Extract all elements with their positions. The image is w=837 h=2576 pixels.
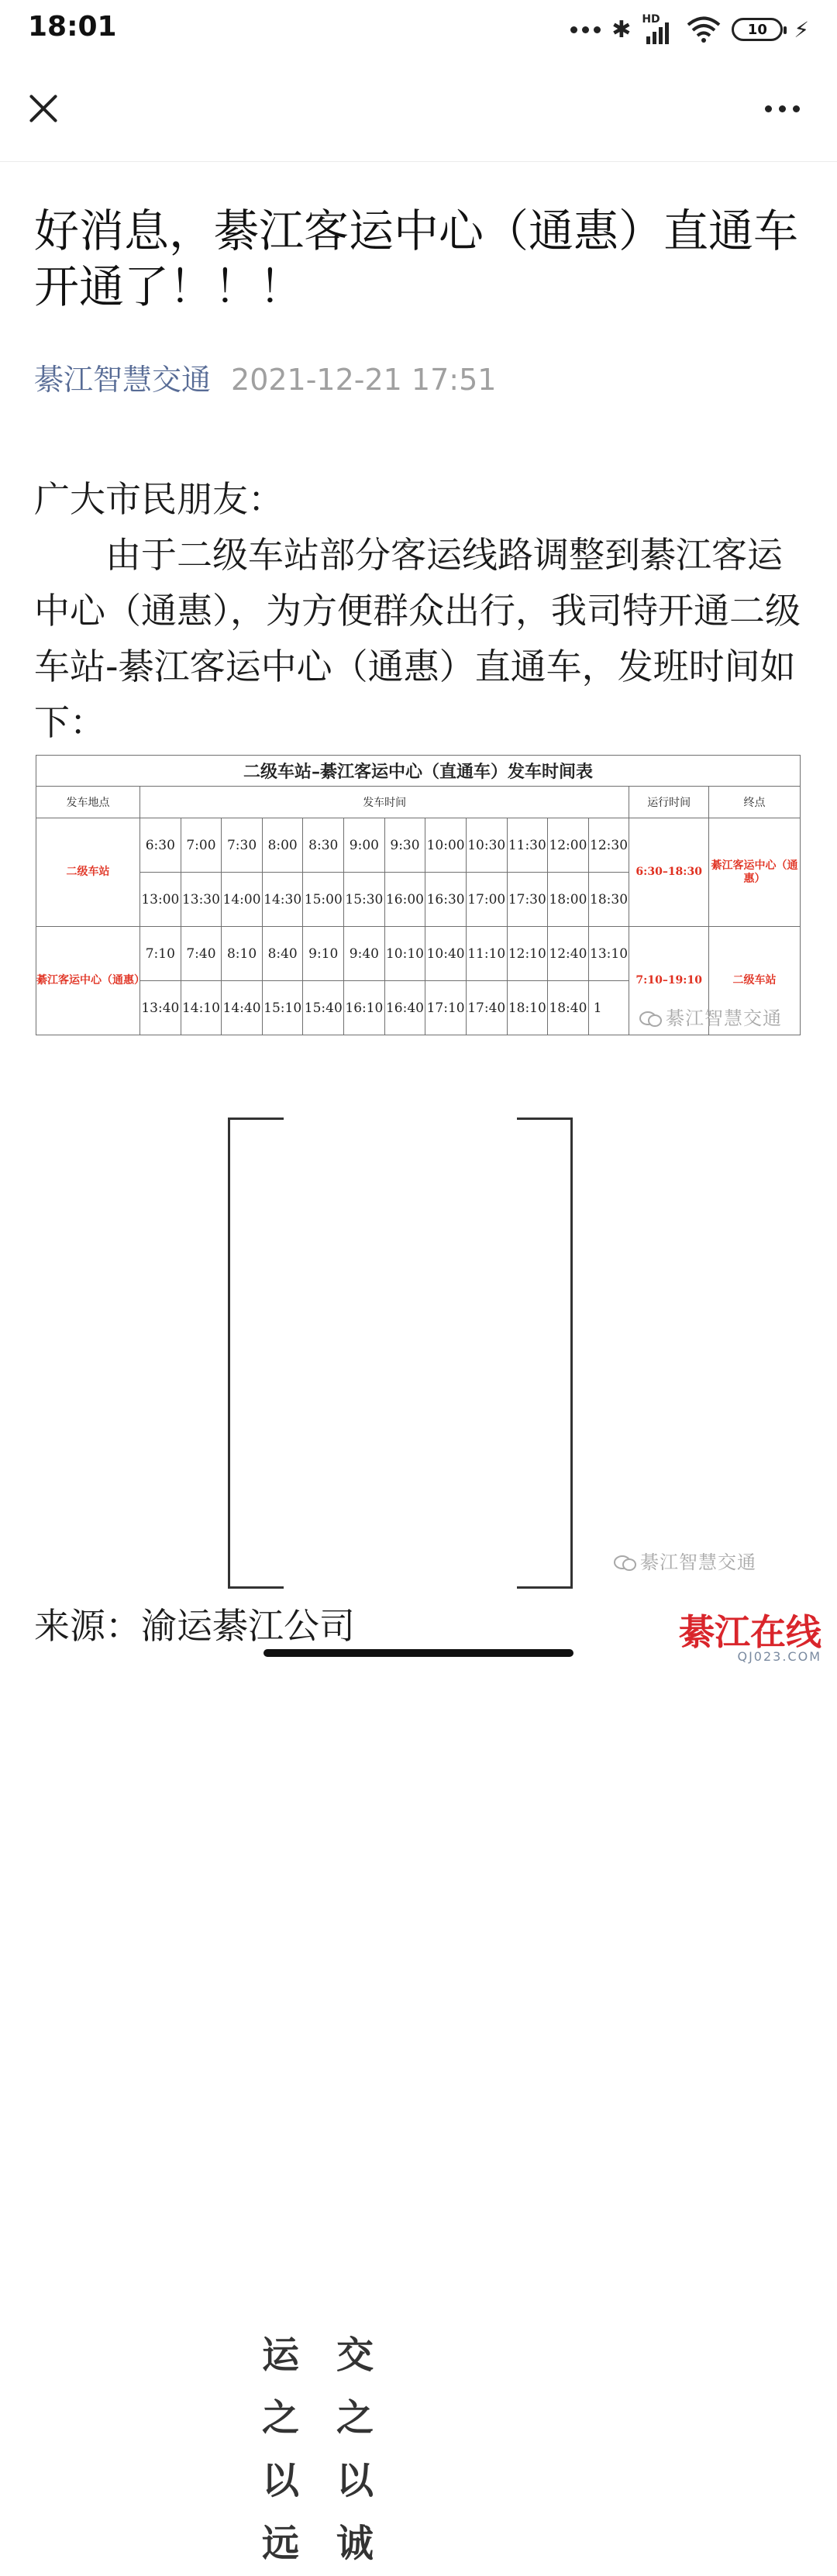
departure-time: 10:30	[466, 818, 507, 873]
departure-time: 12:00	[548, 818, 589, 873]
top-nav	[0, 60, 837, 162]
departure-time: 8:40	[262, 927, 303, 981]
author-link[interactable]: 綦江智慧交通	[34, 363, 212, 397]
departure-time: 13:10	[588, 927, 629, 981]
header-terminal: 终点	[709, 787, 801, 818]
departure-time: 15:30	[344, 873, 385, 927]
more-dots-icon	[570, 26, 601, 33]
departure-time: 16:00	[384, 873, 425, 927]
departure-time: 17:00	[466, 873, 507, 927]
departure-time: 16:10	[344, 981, 385, 1035]
battery-icon	[732, 18, 783, 41]
departure-time: 1	[588, 981, 629, 1035]
departure-time: 16:40	[384, 981, 425, 1035]
departure-time: 9:40	[344, 927, 385, 981]
status-time: 18:01	[28, 11, 117, 43]
charging-bolt-icon: ⚡	[794, 16, 809, 43]
poster-image[interactable]	[228, 1118, 573, 2565]
site-logo	[679, 1604, 822, 1664]
close-icon[interactable]	[28, 93, 59, 124]
header-operating-hours: 运行时间	[629, 787, 709, 818]
departure-time: 6:30	[140, 818, 181, 873]
departure-time: 12:30	[588, 818, 629, 873]
departure-time: 16:30	[425, 873, 467, 927]
hd-label: HD	[642, 13, 660, 26]
more-options-icon[interactable]	[765, 105, 800, 112]
departure-time: 11:10	[466, 927, 507, 981]
departure-time: 14:40	[222, 981, 263, 1035]
poster-character: 以	[261, 2459, 299, 2502]
battery-level: 10	[747, 21, 767, 38]
departure-time: 10:00	[425, 818, 467, 873]
departure-time: 18:30	[588, 873, 629, 927]
status-bar	[0, 0, 837, 60]
source-line: 来源：渝运綦江公司	[34, 1605, 355, 1647]
departure-time: 18:00	[548, 873, 589, 927]
departure-time: 10:40	[425, 927, 467, 981]
departure-time: 17:40	[466, 981, 507, 1035]
departure-time: 12:40	[548, 927, 589, 981]
poster-character: 以	[336, 2459, 374, 2502]
poster-character: 远	[261, 2522, 299, 2565]
departure-time: 18:40	[548, 981, 589, 1035]
article-meta	[34, 358, 496, 401]
route-operating-hours: 6:30–18:30	[629, 818, 709, 927]
departure-time: 10:10	[384, 927, 425, 981]
departure-time: 9:00	[344, 818, 385, 873]
greeting: 广大市民朋友：	[34, 478, 284, 520]
departure-time: 15:10	[262, 981, 303, 1035]
home-indicator[interactable]	[264, 1649, 574, 1657]
timetable-row	[36, 818, 801, 873]
publish-date: 2021-12-21 17:51	[231, 363, 497, 397]
poster-character: 之	[336, 2396, 374, 2440]
poster-column-right	[332, 2325, 378, 2576]
timetable-watermark-text: 綦江智慧交通	[666, 1007, 782, 1029]
departure-time: 9:10	[303, 927, 344, 981]
departure-time: 14:10	[181, 981, 222, 1035]
departure-time: 11:30	[507, 818, 548, 873]
route-operating-hours: 7:10–19:10	[629, 927, 709, 1035]
timetable	[36, 755, 801, 1035]
departure-time: 8:10	[222, 927, 263, 981]
route-origin: 二级车站	[36, 818, 140, 927]
timetable-image[interactable]	[36, 755, 801, 1046]
timetable-row	[36, 927, 801, 981]
departure-time: 14:00	[222, 873, 263, 927]
wechat-icon	[639, 1011, 663, 1028]
header-departure: 发车时间	[140, 787, 629, 818]
departure-time: 17:30	[507, 873, 548, 927]
departure-time: 18:10	[507, 981, 548, 1035]
departure-time: 13:40	[140, 981, 181, 1035]
article-title: 好消息，綦江客运中心（通惠）直通车开通了！！！	[34, 205, 799, 313]
article-body	[34, 471, 809, 750]
departure-time: 8:00	[262, 818, 303, 873]
departure-time: 13:00	[140, 873, 181, 927]
body-paragraph: 由于二级车站部分客运线路调整到綦江客运中心（通惠），为方便群众出行，我司特开通二级车站-綦江客运中心（通惠）直通车，发班时间如下：	[34, 534, 801, 743]
timetable-watermark	[639, 1003, 782, 1030]
departure-time: 17:10	[425, 981, 467, 1035]
site-logo-url: QJ023.COM	[737, 1649, 822, 1664]
poster-character: 交	[336, 2333, 374, 2377]
poster-character: 诚	[336, 2522, 374, 2565]
departure-time: 8:30	[303, 818, 344, 873]
departure-time: 12:10	[507, 927, 548, 981]
poster-watermark	[614, 1547, 756, 1574]
timetable-caption: 二级车站–綦江客运中心（直通车）发车时间表	[36, 756, 801, 787]
route-terminal: 綦江客运中心（通惠）	[709, 818, 801, 927]
departure-time: 9:30	[384, 818, 425, 873]
departure-time: 13:30	[181, 873, 222, 927]
poster-watermark-text: 綦江智慧交通	[640, 1551, 756, 1573]
header-origin: 发车地点	[36, 787, 140, 818]
poster-character: 之	[261, 2396, 299, 2440]
poster-character: 运	[261, 2333, 299, 2377]
route-origin: 綦江客运中心（通惠）	[36, 927, 140, 1035]
site-logo-text: 綦江在线	[679, 1611, 822, 1653]
departure-time: 7:10	[140, 927, 181, 981]
signal-icon	[642, 15, 676, 44]
route-terminal: 二级车站	[709, 927, 801, 1035]
poster-column-left	[257, 2325, 304, 2576]
departure-time: 7:40	[181, 927, 222, 981]
departure-time: 15:40	[303, 981, 344, 1035]
wechat-icon	[614, 1555, 637, 1572]
departure-time: 15:00	[303, 873, 344, 927]
status-icons	[570, 12, 809, 46]
bluetooth-icon: ✱	[611, 15, 632, 43]
departure-time: 7:30	[222, 818, 263, 873]
departure-time: 7:00	[181, 818, 222, 873]
departure-time: 14:30	[262, 873, 303, 927]
wifi-icon	[687, 16, 721, 43]
